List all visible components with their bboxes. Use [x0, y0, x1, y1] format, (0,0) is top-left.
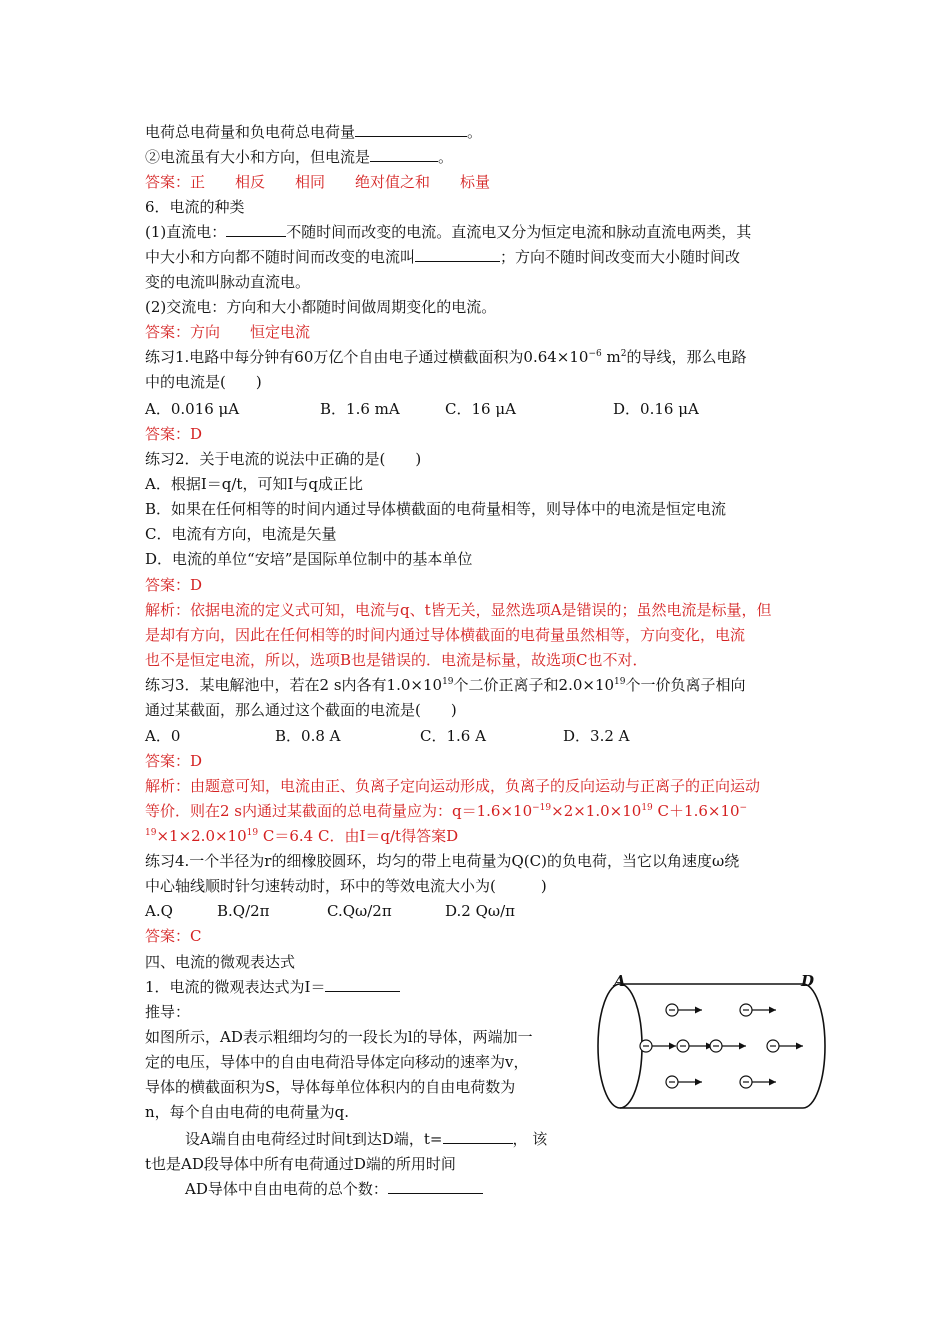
text-line: 推导：	[145, 1003, 191, 1021]
exercise-line: 中的电流是( )	[145, 373, 262, 391]
text-line: 中大小和方向都不随时间而改变的电流叫 ；方向不随时间改变而大小随时间改	[145, 248, 741, 266]
text-line: 如图所示，AD表示粗细均匀的一段长为l的导体，两端加一	[145, 1028, 533, 1046]
text-line: AD导体中自由电荷的总个数：	[145, 1177, 575, 1201]
exercise-line: 练习1.电路中每分钟有60万亿个自由电子通过横截面积为$0.64\times 10^{-6}$ $m^2$的导线，那么电路	[145, 348, 747, 366]
exercise-line: 中心轴线顺时针匀速转动时，环中的等效电流大小为( )	[145, 877, 547, 895]
answer-blank	[388, 1179, 483, 1194]
answer-blank	[226, 222, 286, 237]
exercise-line: 练习4.一个半径为r的细橡胶圆环，均匀的带上电荷量为Q(C)的负电荷，当它以角速度ω绕	[145, 852, 740, 870]
text-line: n，每个自由电荷的电荷量为q.	[145, 1103, 350, 1121]
analysis-line: 解析：依据电流的定义式可知，电流与q、t皆无关，显然选项A是错误的；虽然电流是标量，但	[145, 601, 772, 619]
charges-group	[640, 1004, 803, 1088]
text-line: 导体的横截面积为S，导体每单位体积内的自由电荷数为	[145, 1078, 516, 1096]
answer-blank	[443, 1129, 513, 1144]
text-line: t也是AD段导体中所有电荷通过D端的所用时间	[145, 1155, 456, 1173]
answer-line: 答案：正 相反 相同 绝对值之和 标量	[145, 173, 491, 191]
analysis-line: 也不是恒定电流，所以，选项B也是错误的．电流是标量，故选项C也不对．	[145, 651, 648, 669]
option-line: D．电流的单位“安培”是国际单位制中的基本单位	[145, 550, 473, 568]
analysis-line: $^{19}\times 1\times 2.0\times 10^{19}$ C＝6.4 C．由I＝q/t得答案D	[145, 827, 459, 845]
text-line: 变的电流叫脉动直流电。	[145, 273, 311, 291]
text-line: (2)交流电：方向和大小都随时间做周期变化的电流。	[145, 298, 497, 316]
text-line: (1)直流电： 不随时间而改变的电流。直流电又分为恒定电流和脉动直流电两类，其	[145, 223, 752, 241]
answer-blank	[415, 247, 500, 262]
option-line: C．电流有方向，电流是矢量	[145, 525, 337, 543]
option-d: D．0.16 μA	[613, 400, 699, 418]
option-d: D.2 Qω/π	[445, 902, 516, 920]
text-line: 1．电流的微观表达式为I＝	[145, 975, 810, 999]
analysis-line: 解析：由题意可知，电流由正、负离子定向运动形成，负离子的反向运动与正离子的正向运动	[145, 777, 761, 795]
text-line: 设A端自由电荷经过时间t到达D端，t= ， 该	[185, 1130, 548, 1148]
option-a: A．0	[145, 727, 181, 745]
answer-blank	[370, 147, 438, 162]
analysis-line: 是却有方向，因此在任何相等的时间内通过导体横截面的电荷量虽然相等，方向变化，电流	[145, 626, 746, 644]
label-d: D	[801, 972, 815, 990]
exercise-line: 练习2．关于电流的说法中正确的是( )	[145, 450, 422, 468]
text-line: ②电流虽有大小和方向，但电流是 。	[145, 148, 454, 166]
option-a: A.Q	[145, 902, 173, 920]
answer-blank	[325, 977, 400, 992]
text-line: 电荷总电荷量和负电荷总电荷量 。	[145, 123, 483, 141]
option-c: C．1.6 A	[420, 727, 486, 745]
option-b: B．0.8 A	[275, 727, 341, 745]
conductor-diagram	[588, 970, 828, 1120]
option-b: B.Q/2π	[217, 902, 270, 920]
answer-line: 答案：C	[145, 927, 202, 945]
option-d: D．3.2 A	[563, 727, 630, 745]
option-c: C.Qω/2π	[327, 902, 392, 920]
section-heading: 四、电流的微观表达式	[145, 953, 296, 971]
answer-blank	[355, 122, 467, 137]
left-end-ellipse	[598, 984, 642, 1108]
option-line: B．如果在任何相等的时间内通过导体横截面的电荷量相等，则导体中的电流是恒定电流	[145, 500, 727, 518]
option-line: A．根据I＝q/t，可知I与q成正比	[145, 475, 363, 493]
answer-line: 答案：D	[145, 425, 203, 443]
answer-line: 答案：D	[145, 752, 203, 770]
exercise-line: 通过某截面，那么通过这个截面的电流是( )	[145, 701, 457, 719]
text-line: 定的电压，导体中的自由电荷沿导体定向移动的速率为v，	[145, 1053, 529, 1071]
answer-line: 答案：D	[145, 576, 203, 594]
label-a: A	[614, 972, 626, 990]
option-a: A．0.016 μA	[145, 400, 240, 418]
answer-line: 答案：方向 恒定电流	[145, 323, 311, 341]
exercise-line: 练习3．某电解池中，若在2 s内各有$1.0\times 10^{19}$个二价正离子和$2.0\times 10^{19}$个一价负离子相向	[145, 676, 746, 694]
section-heading: 6．电流的种类	[145, 198, 245, 216]
option-b: B．1.6 mA	[320, 400, 400, 418]
analysis-line: 等价．则在2 s内通过某截面的总电荷量应为：$q=1.6\times 10^{-19}\times 2\times 1.0\times 10^{19}$ C＋1.6×10−	[145, 802, 748, 820]
option-c: C．16 μA	[445, 400, 516, 418]
